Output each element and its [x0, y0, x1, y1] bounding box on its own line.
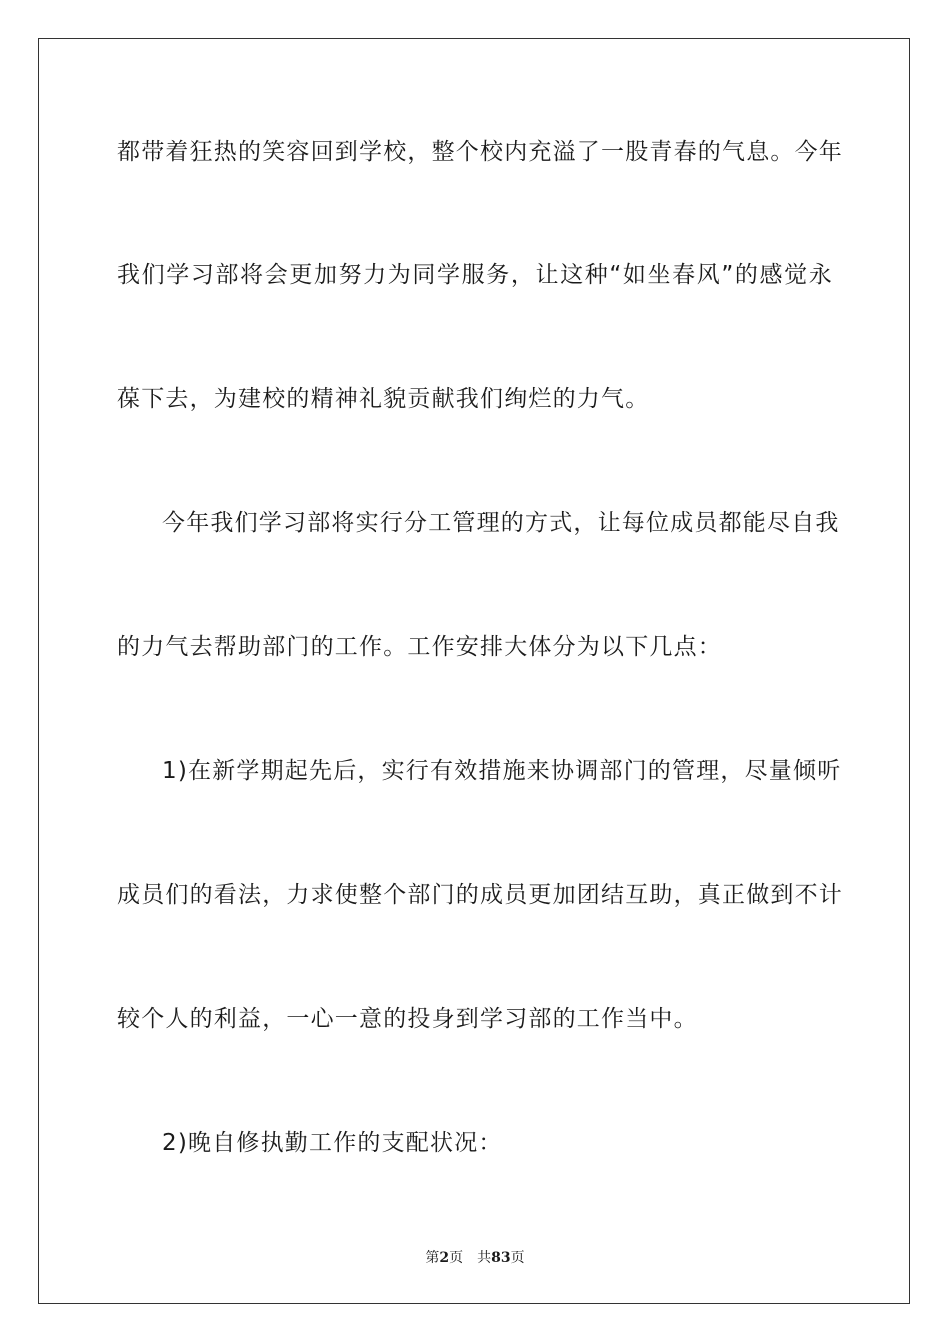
text-line-1: 都带着狂热的笑容回到学校，整个校内充溢了一股青春的气息。今年	[117, 139, 843, 165]
total-pages: 83	[491, 1250, 511, 1266]
text-line-2: 我们学习部将会更加努力为同学服务，让这种“如坐春风”的感觉永	[117, 262, 833, 288]
text-line-7: 成员们的看法，力求使整个部门的成员更加团结互助，真正做到不计	[117, 882, 843, 908]
page-border	[38, 38, 910, 1304]
text-line-4: 今年我们学习部将实行分工管理的方式，让每位成员都能尽自我	[162, 510, 840, 536]
text-line-8: 较个人的利益，一心一意的投身到学习部的工作当中。	[117, 1006, 698, 1032]
text-line-6: 1)在新学期起先后，实行有效措施来协调部门的管理，尽量倾听	[162, 758, 842, 784]
page-prefix: 第	[425, 1250, 440, 1266]
text-line-3: 葆下去，为建校的精神礼貌贡献我们绚烂的力气。	[117, 386, 650, 412]
total-suffix: 页	[510, 1250, 525, 1266]
page-number: 2	[439, 1250, 450, 1266]
text-line-5: 的力气去帮助部门的工作。工作安排大体分为以下几点：	[117, 634, 722, 660]
page-suffix: 页	[449, 1250, 464, 1266]
text-line-9: 2)晚自修执勤工作的支配状况：	[162, 1130, 503, 1156]
page-footer	[0, 1247, 950, 1267]
total-prefix: 共	[477, 1250, 492, 1266]
